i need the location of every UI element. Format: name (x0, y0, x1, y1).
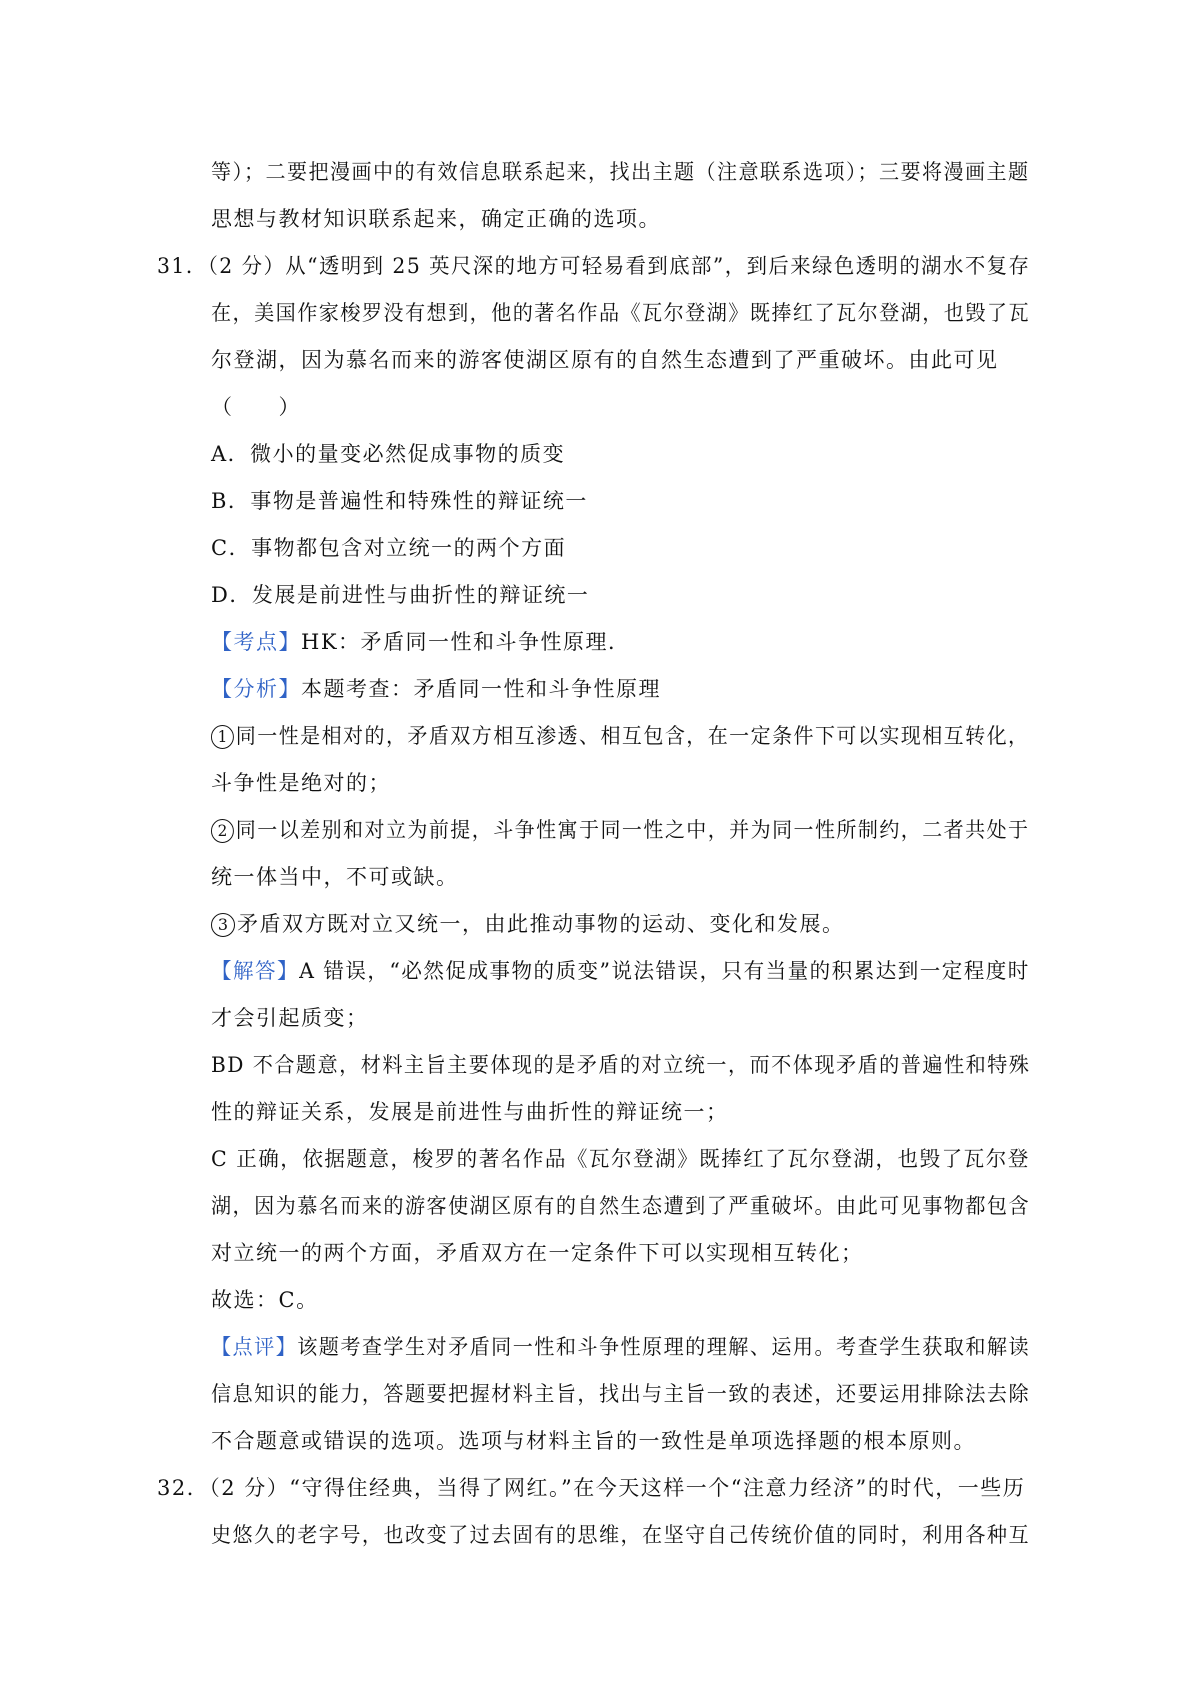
analysis-point-2-line-1: 同一以差别和对立为前提，斗争性寓于同一性之中，并为同一性所制约，二者共处于 (235, 818, 1030, 842)
jieda-line-5: C 正确，依据题意，梭罗的著名作品《瓦尔登湖》既捧红了瓦尔登湖，也毁了瓦尔登 (211, 1147, 1030, 1171)
question-31-number: 31． (157, 254, 208, 278)
kaodian-text: HK：矛盾同一性和斗争性原理． (301, 630, 631, 654)
analysis-point-1 (211, 721, 1029, 751)
analysis-point-2-line-2: 统一体当中，不可或缺。 (211, 865, 459, 889)
question-31-stem-line-2: 在，美国作家梭罗没有想到，他的著名作品《瓦尔登湖》既捧红了瓦尔登湖，也毁了瓦 (211, 301, 1031, 325)
question-31-stem-line-1: （2 分）从“透明到 25 英尺深的地方可轻易看到底部”，到后来绿色透明的湖水不复存 (207, 254, 1031, 278)
fenxi-open-bracket: 【 (211, 677, 234, 701)
question-32-stem-line-2: 史悠久的老字号，也改变了过去固有的思维，在坚守自己传统价值的同时，利用各种互 (211, 1523, 1031, 1547)
analysis-point-2 (211, 815, 1029, 845)
question-31-stem-line-3: 尔登湖，因为慕名而来的游客使湖区原有的自然生态遭到了严重破坏。由此可见 (211, 348, 999, 372)
option-c: C．事物都包含对立统一的两个方面 (211, 536, 567, 560)
jieda-section (211, 956, 1030, 986)
dianping-section (211, 1332, 1030, 1362)
circled-number-2: 2 (211, 819, 234, 843)
dianping-close-bracket: 】 (275, 1335, 298, 1359)
continued-text-line-2: 思想与教材知识联系起来，确定正确的选项。 (211, 207, 661, 231)
jieda-label: 解答 (233, 959, 278, 983)
dianping-line-1: 该题考查学生对矛盾同一性和斗争性原理的理解、运用。考查学生获取和解读 (297, 1335, 1031, 1359)
jieda-line-6: 湖，因为慕名而来的游客使湖区原有的自然生态遭到了严重破坏。由此可见事物都包含 (211, 1194, 1031, 1218)
question-31 (157, 251, 1030, 281)
dianping-line-2: 信息知识的能力，答题要把握材料主旨，找出与主旨一致的表述，还要运用排除法去除 (211, 1382, 1031, 1406)
fenxi-text: 本题考查：矛盾同一性和斗争性原理 (301, 677, 661, 701)
fenxi-close-bracket: 】 (278, 677, 301, 701)
kaodian-section (211, 627, 631, 657)
jieda-line-1: A 错误，“必然促成事物的质变”说法错误，只有当量的积累达到一定程度时 (299, 959, 1030, 983)
jieda-line-4: 性的辩证关系，发展是前进性与曲折性的辩证统一； (211, 1100, 729, 1124)
analysis-point-3-line-1: 矛盾双方既对立又统一，由此推动事物的运动、变化和发展。 (237, 912, 845, 936)
dianping-open-bracket: 【 (211, 1335, 233, 1359)
analysis-point-1-line-2: 斗争性是绝对的； (211, 771, 391, 795)
circled-number-1: 1 (211, 725, 234, 749)
fenxi-label: 分析 (233, 677, 279, 701)
option-a: A．微小的量变必然促成事物的质变 (211, 442, 566, 466)
jieda-open-bracket: 【 (211, 959, 234, 983)
jieda-close-bracket: 】 (277, 959, 300, 983)
question-32 (157, 1473, 1025, 1503)
kaodian-label: 考点 (233, 630, 279, 654)
circled-number-3: 3 (211, 913, 235, 937)
fenxi-section (211, 674, 661, 704)
jieda-answer: 故选：C。 (211, 1288, 319, 1312)
dianping-line-3: 不合题意或错误的选项。选项与材料主旨的一致性是单项选择题的根本原则。 (211, 1429, 976, 1453)
jieda-line-2: 才会引起质变； (211, 1006, 369, 1030)
kaodian-close-bracket: 】 (278, 630, 301, 654)
analysis-point-1-line-1: 同一性是相对的，矛盾双方相互渗透、相互包含，在一定条件下可以实现相互转化， (235, 724, 1030, 748)
option-b: B．事物是普遍性和特殊性的辩证统一 (211, 489, 588, 513)
kaodian-open-bracket: 【 (211, 630, 234, 654)
jieda-line-7: 对立统一的两个方面，矛盾双方在一定条件下可以实现相互转化； (211, 1241, 864, 1265)
option-d: D．发展是前进性与曲折性的辩证统一 (211, 583, 590, 607)
question-32-stem-line-1: （2 分）“守得住经典，当得了网红。”在今天这样一个“注意力经济”的时代，一些历 (209, 1476, 1026, 1500)
question-31-answer-blank: （ ） (211, 395, 301, 419)
jieda-line-3: BD 不合题意，材料主旨主要体现的是矛盾的对立统一，而不体现矛盾的普遍性和特殊 (211, 1053, 1031, 1077)
continued-text-line-1: 等）；二要把漫画中的有效信息联系起来，找出主题（注意联系选项）；三要将漫画主题 (211, 160, 1030, 184)
dianping-label: 点评 (232, 1335, 276, 1359)
question-32-number: 32． (157, 1476, 210, 1500)
analysis-point-3 (211, 909, 845, 939)
